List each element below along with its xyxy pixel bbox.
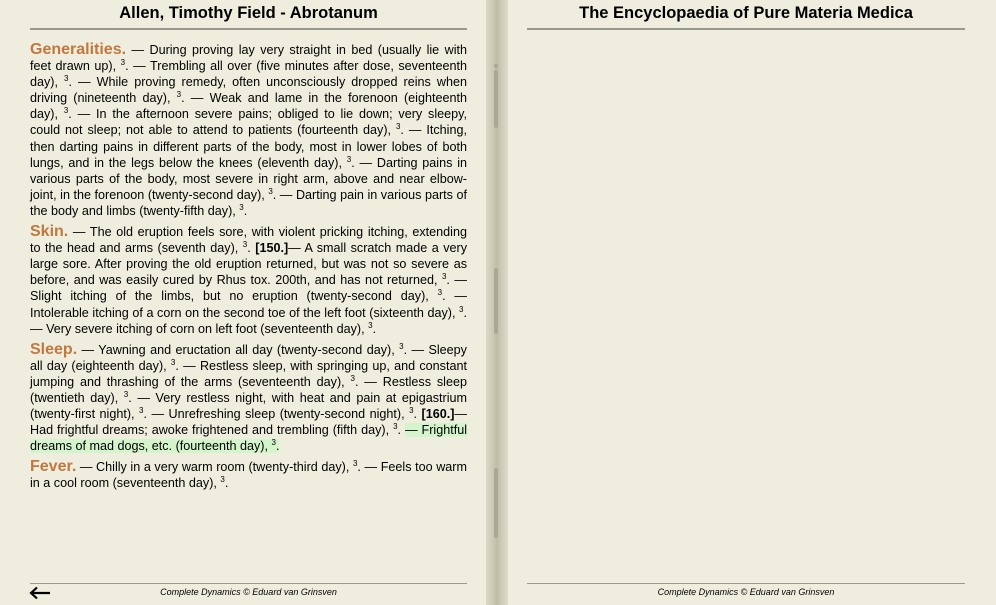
left-footer-divider	[30, 583, 467, 584]
prover-reference: 3	[399, 341, 404, 351]
prover-reference: 3	[395, 122, 401, 132]
prover-reference: 3	[271, 438, 276, 448]
prover-reference: 3	[120, 57, 126, 67]
prover-reference: 3	[409, 405, 414, 415]
symptom-text: . — Weak and lame in the forenoon (eighteenth day),	[30, 91, 467, 122]
prover-reference: 3	[393, 421, 398, 431]
right-page	[506, 0, 996, 605]
section-sleep	[30, 342, 467, 455]
symptom-text: .	[397, 423, 405, 438]
section-skin	[30, 224, 467, 337]
prover-reference: 3	[352, 459, 358, 469]
left-title-divider	[30, 28, 467, 30]
right-footer-divider	[527, 583, 965, 584]
gutter-scroll-handle-middle[interactable]	[494, 268, 498, 334]
symptom-text: . — Sleepy all day (eighteenth day),	[30, 342, 467, 373]
right-title-divider	[527, 28, 965, 30]
prover-reference: 3	[437, 288, 443, 298]
right-page-footer: Complete Dynamics © Eduard van Grinsven	[657, 587, 835, 597]
prover-reference: 3	[64, 74, 69, 83]
prover-reference: 3	[346, 154, 352, 164]
prover-reference: 3	[350, 373, 355, 383]
symptom-text: — During proving lay very straight in bed (usually lie with feet drawn up),	[30, 43, 467, 74]
prover-reference: 3	[459, 304, 464, 314]
symptom-text: .	[243, 203, 248, 218]
prover-reference: 3	[176, 90, 182, 100]
prover-reference: 3	[268, 186, 273, 196]
symptom-text: . — Intolerable itching of a corn on the second toe of the left foot (sixteenth day),	[30, 289, 467, 320]
page-marker: [150.]	[255, 241, 289, 256]
symptom-text: .	[413, 407, 422, 422]
symptom-text: . — Restless sleep, with springing up, and constant jumping and thrashing of the arms (seventeenth day),	[30, 358, 467, 389]
symptom-text: . — Trembling all over (five minutes after dose, seventeenth day),	[30, 59, 467, 90]
symptom-text: . — Very restless night, with heat and pain at epigastrium (twenty-first night),	[30, 390, 467, 422]
right-page-title: The Encyclopaedia of Pure Materia Medica	[579, 4, 913, 22]
symptom-text: . — Restless sleep (twentieth day),	[30, 374, 467, 405]
symptom-text: . — Darting pain in various parts of the body and limbs (twenty-fifth day),	[30, 187, 467, 218]
symptom-text: . — Slight itching of the limbs, but no eruption (twenty-second day),	[30, 273, 468, 304]
symptom-text: . — Very severe itching of corn on left foot (seventeenth day),	[30, 305, 467, 336]
gutter-tab-top	[494, 64, 498, 68]
symptom-text: .	[372, 321, 377, 336]
section-fever	[30, 459, 467, 491]
section-heading: Sleep.	[30, 340, 78, 358]
prover-reference: 3	[239, 202, 244, 212]
symptom-text: . — Unrefreshing sleep (twenty-second night),	[143, 407, 410, 422]
prover-reference: 3	[63, 106, 69, 116]
prover-reference: 3	[368, 320, 373, 330]
symptom-text: .	[275, 439, 280, 454]
symptom-text: . — Itching, then darting pains in different parts of the body, most in lower lobes of both lungs, and in the legs below the knees (eleventh day),	[30, 123, 467, 170]
page-marker: [160.]	[421, 407, 455, 422]
symptom-text: — A small scratch made a very large sore. After proving the old eruption returned, but was not so severe as before, and was easily cured by Rhus tox. 200th, and has not returned,	[30, 241, 468, 288]
prover-reference: 3	[170, 357, 176, 367]
section-heading: Generalities.	[30, 41, 127, 58]
section-heading: Skin.	[30, 223, 69, 241]
prover-reference: 3	[123, 389, 129, 399]
symptom-text: .	[247, 241, 256, 256]
symptom-text: — Frightful dreams of mad dogs, etc. (fourteenth day),	[30, 423, 468, 454]
section-generalities	[30, 42, 467, 219]
prover-reference: 3	[242, 239, 248, 249]
gutter-scroll-handle-upper[interactable]	[494, 70, 498, 128]
symptom-text: — Had frightful dreams; awoke frightened and trembling (fifth day),	[30, 407, 467, 438]
left-page-footer: Complete Dynamics © Eduard van Grinsven	[160, 587, 337, 597]
prover-reference: 3	[441, 272, 447, 282]
symptom-text: — Yawning and eructation all day (twenty-second day),	[77, 342, 400, 357]
symptom-text: . — While proving remedy, often unconsciously dropped reins when driving (nineteenth day),	[30, 75, 467, 106]
symptom-text: — Chilly in a very warm room (twenty-third day),	[76, 460, 353, 475]
symptom-text: . — Darting pains in various parts of the body, most severe in right arm, above and near elbow-joint, in the forenoon (twenty-second day),	[30, 155, 467, 202]
section-heading: Fever.	[30, 458, 77, 476]
gutter-scroll-handle-lower[interactable]	[494, 468, 498, 538]
prover-reference: 3	[139, 405, 144, 415]
symptom-text: . — In the afternoon severe pains; obliged to lie down; very sleepy, could not sleep; not able to attend to patients (fourteenth day),	[30, 107, 468, 138]
prover-reference: 3	[220, 475, 225, 485]
symptom-text: . — Feels too warm in a cool room (seventeenth day),	[30, 460, 467, 491]
symptom-text: .	[224, 476, 229, 491]
left-page-title: Allen, Timothy Field - Abrotanum	[119, 4, 378, 22]
left-page-content	[30, 42, 467, 497]
symptom-text: — The old eruption feels sore, with violent pricking itching, extending to the head and arms (seventh day),	[30, 225, 467, 256]
